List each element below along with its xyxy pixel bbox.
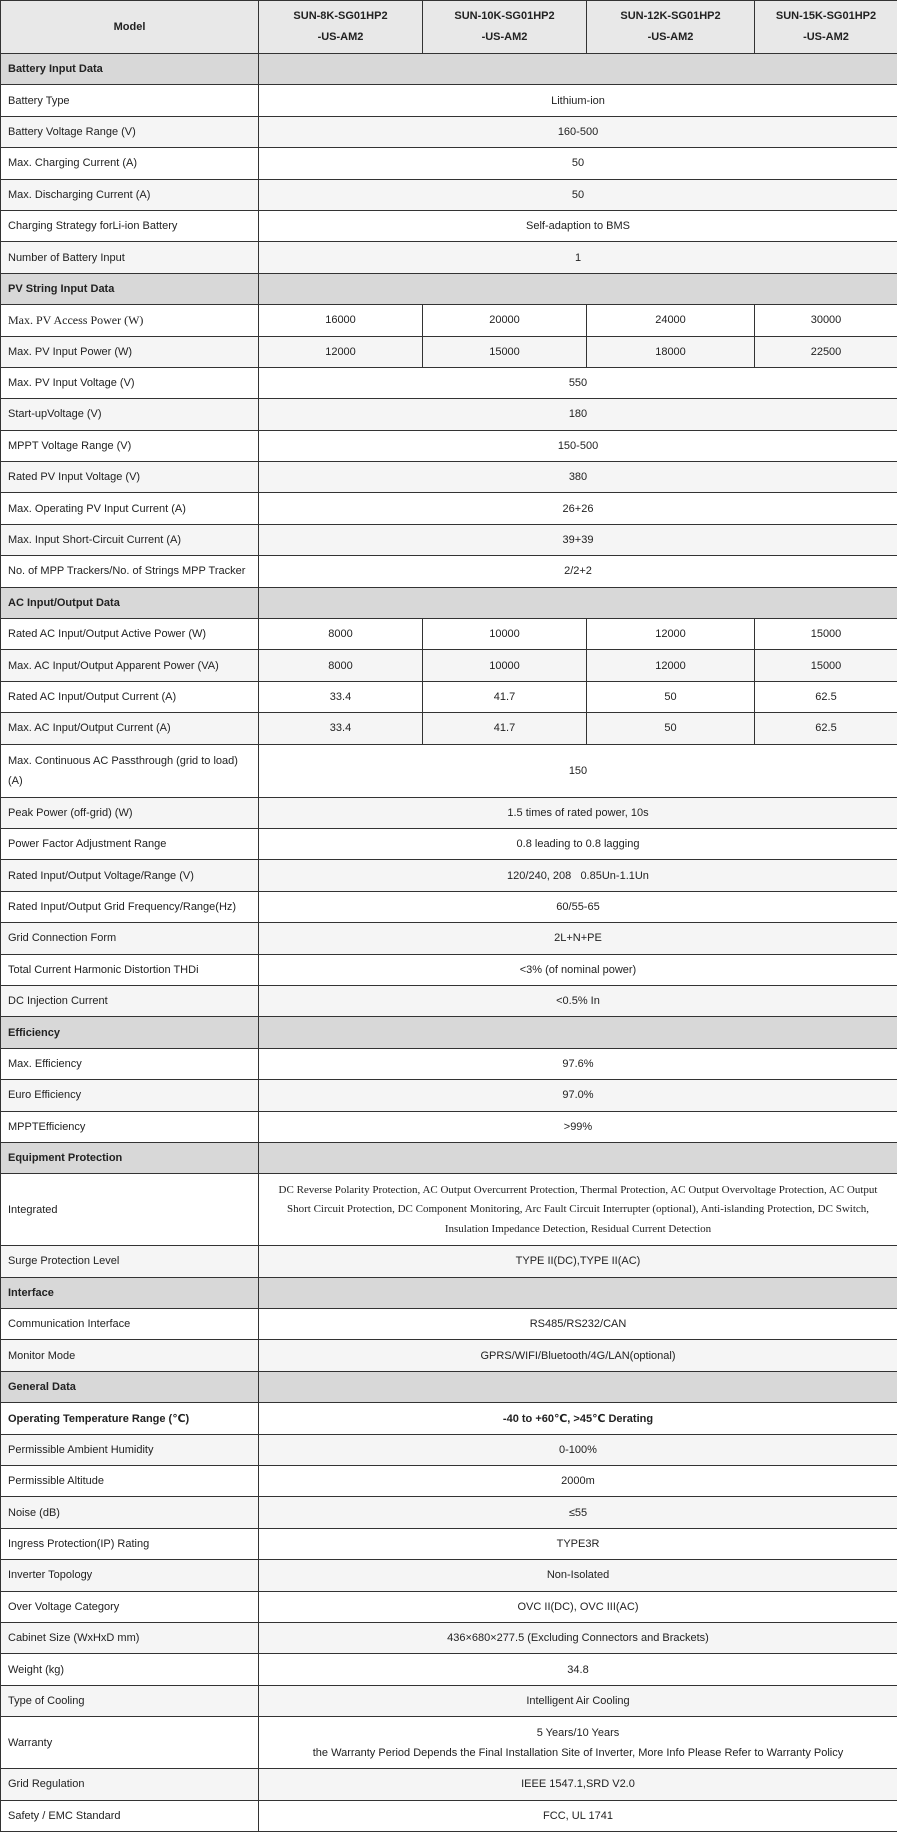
spec-value: 1	[259, 242, 897, 273]
spec-value: Self-adaption to BMS	[259, 210, 897, 241]
spec-row	[1, 556, 897, 587]
section-fill	[259, 1277, 897, 1308]
spec-row	[1, 650, 897, 681]
spec-row	[1, 1403, 897, 1434]
header-row	[1, 1, 897, 54]
spec-label: Permissible Altitude	[1, 1466, 259, 1497]
spec-value: 50	[259, 179, 897, 210]
spec-label: Number of Battery Input	[1, 242, 259, 273]
spec-row	[1, 1769, 897, 1800]
spec-label: Max. Efficiency	[1, 1048, 259, 1079]
spec-value: 39+39	[259, 524, 897, 555]
spec-row	[1, 367, 897, 398]
spec-value: 18000	[587, 336, 755, 367]
model-header-15k: SUN-15K-SG01HP2 -US-AM2	[755, 1, 897, 54]
section-title: Battery Input Data	[1, 54, 259, 85]
spec-value: 8000	[259, 619, 423, 650]
spec-label: Battery Voltage Range (V)	[1, 116, 259, 147]
spec-label: Peak Power (off-grid) (W)	[1, 797, 259, 828]
spec-label: Communication Interface	[1, 1309, 259, 1340]
spec-label: MPPTEfficiency	[1, 1111, 259, 1142]
spec-value: 10000	[423, 650, 587, 681]
spec-value: 12000	[587, 619, 755, 650]
spec-value: 15000	[423, 336, 587, 367]
section-header	[1, 54, 897, 85]
spec-row	[1, 1654, 897, 1685]
spec-value: 0.8 leading to 0.8 lagging	[259, 828, 897, 859]
spec-label: Operating Temperature Range (℃)	[1, 1403, 259, 1434]
spec-row	[1, 1466, 897, 1497]
section-fill	[259, 1142, 897, 1173]
section-header	[1, 587, 897, 618]
spec-label: Max. Continuous AC Passthrough (grid to load) (A)	[1, 744, 259, 797]
spec-label: Grid Connection Form	[1, 923, 259, 954]
spec-label: Rated AC Input/Output Current (A)	[1, 681, 259, 712]
section-title: AC Input/Output Data	[1, 587, 259, 618]
spec-value: 41.7	[423, 681, 587, 712]
section-fill	[259, 587, 897, 618]
spec-row	[1, 399, 897, 430]
spec-value: GPRS/WIFI/Bluetooth/4G/LAN(optional)	[259, 1340, 897, 1371]
spec-value-line: the Warranty Period Depends the Final Installation Site of Inverter, More Info Please Refer to Warranty Policy	[266, 1743, 890, 1763]
spec-value: 2/2+2	[259, 556, 897, 587]
spec-label: Max. Discharging Current (A)	[1, 179, 259, 210]
model-header: Model	[1, 1, 259, 54]
spec-label: Max. Charging Current (A)	[1, 148, 259, 179]
spec-label: Inverter Topology	[1, 1560, 259, 1591]
spec-label: Max. PV Input Power (W)	[1, 336, 259, 367]
spec-row	[1, 524, 897, 555]
spec-row	[1, 242, 897, 273]
spec-value: 16000	[259, 305, 423, 336]
spec-row	[1, 462, 897, 493]
spec-label: Monitor Mode	[1, 1340, 259, 1371]
spec-label: Charging Strategy forLi-ion Battery	[1, 210, 259, 241]
spec-row	[1, 1622, 897, 1653]
spec-row	[1, 860, 897, 891]
spec-label: MPPT Voltage Range (V)	[1, 430, 259, 461]
spec-value: OVC II(DC), OVC III(AC)	[259, 1591, 897, 1622]
spec-label: Rated PV Input Voltage (V)	[1, 462, 259, 493]
spec-value: 50	[587, 681, 755, 712]
section-fill	[259, 1017, 897, 1048]
spec-value: 15000	[755, 650, 897, 681]
spec-row	[1, 744, 897, 797]
spec-row	[1, 1340, 897, 1371]
spec-label: Permissible Ambient Humidity	[1, 1434, 259, 1465]
spec-value: IEEE 1547.1,SRD V2.0	[259, 1769, 897, 1800]
spec-value: 30000	[755, 305, 897, 336]
spec-row	[1, 891, 897, 922]
spec-row	[1, 336, 897, 367]
spec-value: <3% (of nominal power)	[259, 954, 897, 985]
spec-value: 97.6%	[259, 1048, 897, 1079]
spec-value: 60/55-65	[259, 891, 897, 922]
spec-row	[1, 493, 897, 524]
spec-label: Start-upVoltage (V)	[1, 399, 259, 430]
spec-row	[1, 985, 897, 1016]
section-title: Efficiency	[1, 1017, 259, 1048]
spec-value-line: 5 Years/10 Years	[266, 1723, 890, 1743]
spec-value: 120/240, 208 0.85Un-1.1Un	[259, 860, 897, 891]
spec-row	[1, 828, 897, 859]
spec-label: Type of Cooling	[1, 1685, 259, 1716]
model-header-8k: SUN-8K-SG01HP2 -US-AM2	[259, 1, 423, 54]
spec-label: Max. PV Access Power (W)	[1, 305, 259, 336]
spec-label: DC Injection Current	[1, 985, 259, 1016]
spec-value: 33.4	[259, 713, 423, 744]
spec-label: Rated Input/Output Grid Frequency/Range(Hz)	[1, 891, 259, 922]
spec-value: TYPE II(DC),TYPE II(AC)	[259, 1246, 897, 1277]
spec-value: 26+26	[259, 493, 897, 524]
spec-value: 2L+N+PE	[259, 923, 897, 954]
spec-label: Noise (dB)	[1, 1497, 259, 1528]
spec-row	[1, 85, 897, 116]
spec-value: TYPE3R	[259, 1528, 897, 1559]
spec-row	[1, 116, 897, 147]
spec-label: Max. Operating PV Input Current (A)	[1, 493, 259, 524]
spec-row	[1, 797, 897, 828]
spec-value: 436×680×277.5 (Excluding Connectors and Brackets)	[259, 1622, 897, 1653]
spec-label: Rated AC Input/Output Active Power (W)	[1, 619, 259, 650]
spec-row	[1, 1080, 897, 1111]
section-title: Interface	[1, 1277, 259, 1308]
spec-value: 12000	[259, 336, 423, 367]
spec-row	[1, 713, 897, 744]
spec-value: 62.5	[755, 713, 897, 744]
spec-label: Max. PV Input Voltage (V)	[1, 367, 259, 398]
spec-value: 2000m	[259, 1466, 897, 1497]
spec-value: 20000	[423, 305, 587, 336]
spec-value: 380	[259, 462, 897, 493]
spec-label: Over Voltage Category	[1, 1591, 259, 1622]
spec-label: Rated Input/Output Voltage/Range (V)	[1, 860, 259, 891]
spec-value: 24000	[587, 305, 755, 336]
spec-label: Warranty	[1, 1717, 259, 1769]
spec-value: 180	[259, 399, 897, 430]
spec-value: Lithium-ion	[259, 85, 897, 116]
spec-row	[1, 1685, 897, 1716]
spec-value: 22500	[755, 336, 897, 367]
spec-value: 33.4	[259, 681, 423, 712]
spec-value	[259, 1717, 897, 1769]
spec-row	[1, 923, 897, 954]
spec-value: 150	[259, 744, 897, 797]
spec-label: Weight (kg)	[1, 1654, 259, 1685]
spec-value: RS485/RS232/CAN	[259, 1309, 897, 1340]
spec-value: Non-Isolated	[259, 1560, 897, 1591]
spec-value: 97.0%	[259, 1080, 897, 1111]
spec-label: Max. AC Input/Output Apparent Power (VA)	[1, 650, 259, 681]
section-fill	[259, 54, 897, 85]
spec-value: ≤55	[259, 1497, 897, 1528]
spec-label: No. of MPP Trackers/No. of Strings MPP Tracker	[1, 556, 259, 587]
section-header	[1, 273, 897, 304]
spec-row	[1, 1434, 897, 1465]
model-header-10k: SUN-10K-SG01HP2 -US-AM2	[423, 1, 587, 54]
spec-value: DC Reverse Polarity Protection, AC Output Overcurrent Protection, Thermal Protection, AC Output Overvoltage Protection, AC Output Short Circuit Protection, DC Component Monitoring, Arc Fault Circuit Interrupter (optional), Anti-islanding Protection, DC Switch, Insulation Impedance Detection, Residual Current Detection	[259, 1174, 897, 1246]
spec-value: 160-500	[259, 116, 897, 147]
spec-row	[1, 430, 897, 461]
spec-value: 62.5	[755, 681, 897, 712]
spec-row	[1, 1048, 897, 1079]
spec-value: 12000	[587, 650, 755, 681]
section-header	[1, 1277, 897, 1308]
spec-value: 8000	[259, 650, 423, 681]
spec-label: Ingress Protection(IP) Rating	[1, 1528, 259, 1559]
spec-row	[1, 1560, 897, 1591]
spec-label: Battery Type	[1, 85, 259, 116]
spec-row	[1, 1111, 897, 1142]
section-fill	[259, 1371, 897, 1402]
spec-label: Surge Protection Level	[1, 1246, 259, 1277]
spec-row	[1, 1309, 897, 1340]
section-header	[1, 1371, 897, 1402]
spec-value: 50	[259, 148, 897, 179]
spec-value: 50	[587, 713, 755, 744]
spec-label: Max. Input Short-Circuit Current (A)	[1, 524, 259, 555]
spec-row	[1, 1528, 897, 1559]
spec-value: 0-100%	[259, 1434, 897, 1465]
spec-value: 15000	[755, 619, 897, 650]
section-title: Equipment Protection	[1, 1142, 259, 1173]
spec-row	[1, 954, 897, 985]
spec-row	[1, 210, 897, 241]
section-fill	[259, 273, 897, 304]
section-header	[1, 1017, 897, 1048]
spec-row	[1, 1174, 897, 1246]
spec-row	[1, 1246, 897, 1277]
spec-row	[1, 619, 897, 650]
section-header	[1, 1142, 897, 1173]
spec-row	[1, 148, 897, 179]
spec-value: -40 to +60℃, >45℃ Derating	[259, 1403, 897, 1434]
model-header-12k: SUN-12K-SG01HP2 -US-AM2	[587, 1, 755, 54]
spec-value: Intelligent Air Cooling	[259, 1685, 897, 1716]
spec-body	[1, 54, 897, 1832]
spec-row	[1, 1800, 897, 1831]
spec-value: 150-500	[259, 430, 897, 461]
spec-value: >99%	[259, 1111, 897, 1142]
spec-value: FCC, UL 1741	[259, 1800, 897, 1831]
spec-value: 550	[259, 367, 897, 398]
spec-label: Total Current Harmonic Distortion THDi	[1, 954, 259, 985]
spec-label: Euro Efficiency	[1, 1080, 259, 1111]
spec-value: 10000	[423, 619, 587, 650]
spec-row	[1, 1717, 897, 1769]
spec-row	[1, 179, 897, 210]
spec-label: Grid Regulation	[1, 1769, 259, 1800]
spec-row	[1, 1497, 897, 1528]
spec-label: Cabinet Size (WxHxD mm)	[1, 1622, 259, 1653]
section-title: PV String Input Data	[1, 273, 259, 304]
spec-label: Max. AC Input/Output Current (A)	[1, 713, 259, 744]
spec-value: 34.8	[259, 1654, 897, 1685]
spec-value: 1.5 times of rated power, 10s	[259, 797, 897, 828]
spec-value: <0.5% In	[259, 985, 897, 1016]
section-title: General Data	[1, 1371, 259, 1402]
spec-label: Safety / EMC Standard	[1, 1800, 259, 1831]
spec-row	[1, 681, 897, 712]
spec-label: Power Factor Adjustment Range	[1, 828, 259, 859]
spec-value: 41.7	[423, 713, 587, 744]
spec-row	[1, 305, 897, 336]
spec-row	[1, 1591, 897, 1622]
spec-label: Integrated	[1, 1174, 259, 1246]
